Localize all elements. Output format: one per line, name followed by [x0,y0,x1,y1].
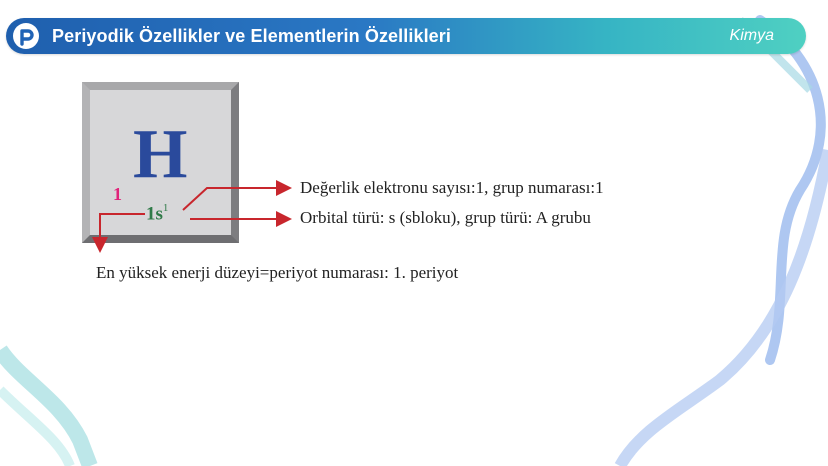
configuration-base: 1s [146,203,163,225]
energy-level-note: En yüksek enerji düzeyi=periyot numarası: 1. periyot [96,263,459,282]
configuration-superscript: 1 [162,202,169,214]
valence-arrow [183,188,290,210]
page-title: Periyodik Özellikler ve Elementlerin Özellikleri [52,26,451,46]
orbital-note: Orbital türü: s (sbloku), grup türü: A grubu [300,208,591,227]
element-symbol: H [133,116,188,193]
atomic-number: 1 [113,184,122,204]
subject-label: Kimya [729,27,774,44]
valence-note: Değerlik elektronu sayısı:1, grup numarası:1 [300,178,604,197]
energy-arrow [100,214,145,251]
